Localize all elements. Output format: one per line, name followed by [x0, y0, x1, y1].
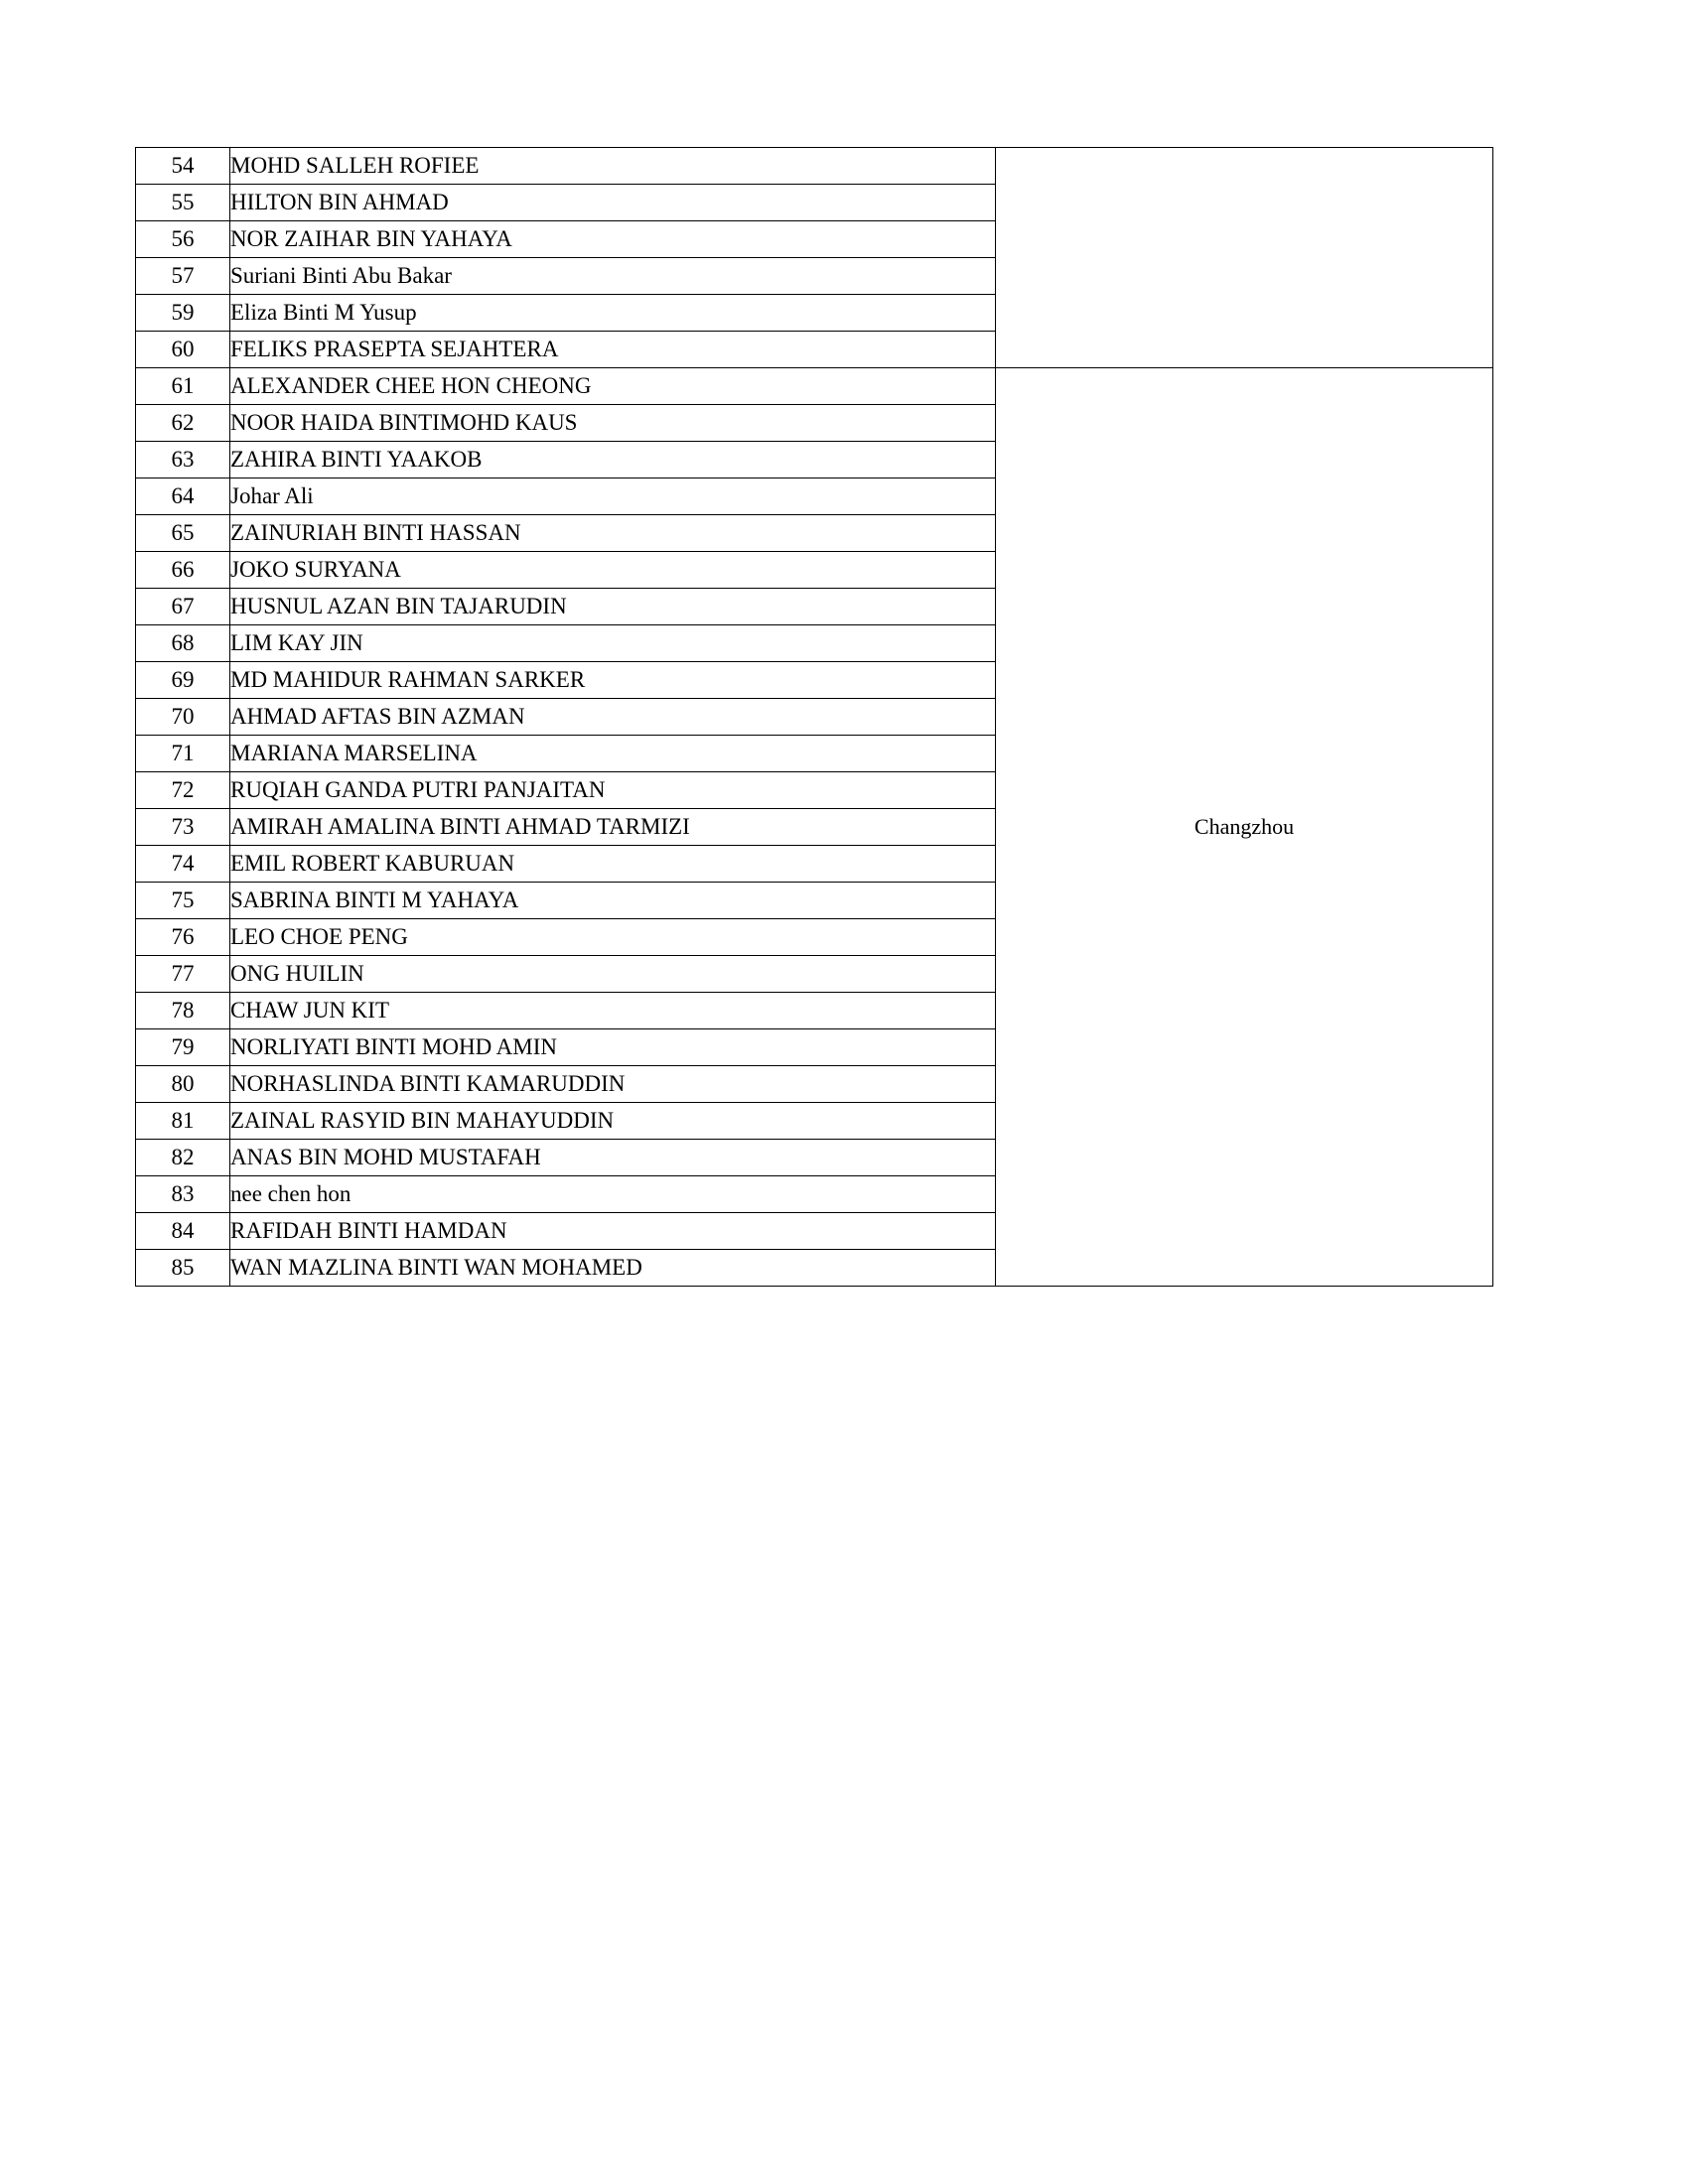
row-number: 73: [136, 809, 230, 846]
row-number: 59: [136, 295, 230, 332]
row-name: ONG HUILIN: [230, 956, 996, 993]
table-row: [136, 148, 1493, 185]
row-name: ZAHIRA BINTI YAAKOB: [230, 442, 996, 478]
row-name: RAFIDAH BINTI HAMDAN: [230, 1213, 996, 1250]
row-name: NOOR HAIDA BINTIMOHD KAUS: [230, 405, 996, 442]
row-number: 57: [136, 258, 230, 295]
location-cell-empty: [996, 148, 1493, 368]
row-number: 71: [136, 736, 230, 772]
row-number: 75: [136, 883, 230, 919]
row-name: nee chen hon: [230, 1176, 996, 1213]
row-number: 55: [136, 185, 230, 221]
row-name: Johar Ali: [230, 478, 996, 515]
row-name: NORHASLINDA BINTI KAMARUDDIN: [230, 1066, 996, 1103]
row-number: 72: [136, 772, 230, 809]
participant-table-container: [135, 147, 1491, 1287]
row-name: LIM KAY JIN: [230, 625, 996, 662]
row-number: 84: [136, 1213, 230, 1250]
row-number: 68: [136, 625, 230, 662]
row-name: NOR ZAIHAR BIN YAHAYA: [230, 221, 996, 258]
row-name: AMIRAH AMALINA BINTI AHMAD TARMIZI: [230, 809, 996, 846]
row-name: EMIL ROBERT KABURUAN: [230, 846, 996, 883]
row-number: 79: [136, 1029, 230, 1066]
row-number: 66: [136, 552, 230, 589]
row-name: CHAW JUN KIT: [230, 993, 996, 1029]
row-name: Suriani Binti Abu Bakar: [230, 258, 996, 295]
row-number: 62: [136, 405, 230, 442]
row-number: 61: [136, 368, 230, 405]
row-name: HUSNUL AZAN BIN TAJARUDIN: [230, 589, 996, 625]
row-name: NORLIYATI BINTI MOHD AMIN: [230, 1029, 996, 1066]
row-number: 77: [136, 956, 230, 993]
row-name: AHMAD AFTAS BIN AZMAN: [230, 699, 996, 736]
row-name: Eliza Binti M Yusup: [230, 295, 996, 332]
row-name: ALEXANDER CHEE HON CHEONG: [230, 368, 996, 405]
row-name: RUQIAH GANDA PUTRI PANJAITAN: [230, 772, 996, 809]
row-name: JOKO SURYANA: [230, 552, 996, 589]
row-name: HILTON BIN AHMAD: [230, 185, 996, 221]
location-cell-changzhou: Changzhou: [996, 368, 1493, 1287]
row-name: ZAINAL RASYID BIN MAHAYUDDIN: [230, 1103, 996, 1140]
row-number: 74: [136, 846, 230, 883]
row-name: SABRINA BINTI M YAHAYA: [230, 883, 996, 919]
row-number: 85: [136, 1250, 230, 1287]
row-number: 76: [136, 919, 230, 956]
row-number: 83: [136, 1176, 230, 1213]
row-number: 64: [136, 478, 230, 515]
row-name: WAN MAZLINA BINTI WAN MOHAMED: [230, 1250, 996, 1287]
row-name: MD MAHIDUR RAHMAN SARKER: [230, 662, 996, 699]
row-number: 69: [136, 662, 230, 699]
row-name: MARIANA MARSELINA: [230, 736, 996, 772]
table-row: [136, 368, 1493, 405]
row-name: LEO CHOE PENG: [230, 919, 996, 956]
row-name: FELIKS PRASEPTA SEJAHTERA: [230, 332, 996, 368]
participant-table: [135, 147, 1493, 1287]
row-number: 63: [136, 442, 230, 478]
row-number: 82: [136, 1140, 230, 1176]
row-number: 80: [136, 1066, 230, 1103]
row-name: ZAINURIAH BINTI HASSAN: [230, 515, 996, 552]
row-name: ANAS BIN MOHD MUSTAFAH: [230, 1140, 996, 1176]
row-number: 54: [136, 148, 230, 185]
row-number: 70: [136, 699, 230, 736]
row-number: 81: [136, 1103, 230, 1140]
row-number: 67: [136, 589, 230, 625]
row-number: 65: [136, 515, 230, 552]
row-number: 60: [136, 332, 230, 368]
table-body: [136, 148, 1493, 1287]
row-name: MOHD SALLEH ROFIEE: [230, 148, 996, 185]
row-number: 56: [136, 221, 230, 258]
row-number: 78: [136, 993, 230, 1029]
